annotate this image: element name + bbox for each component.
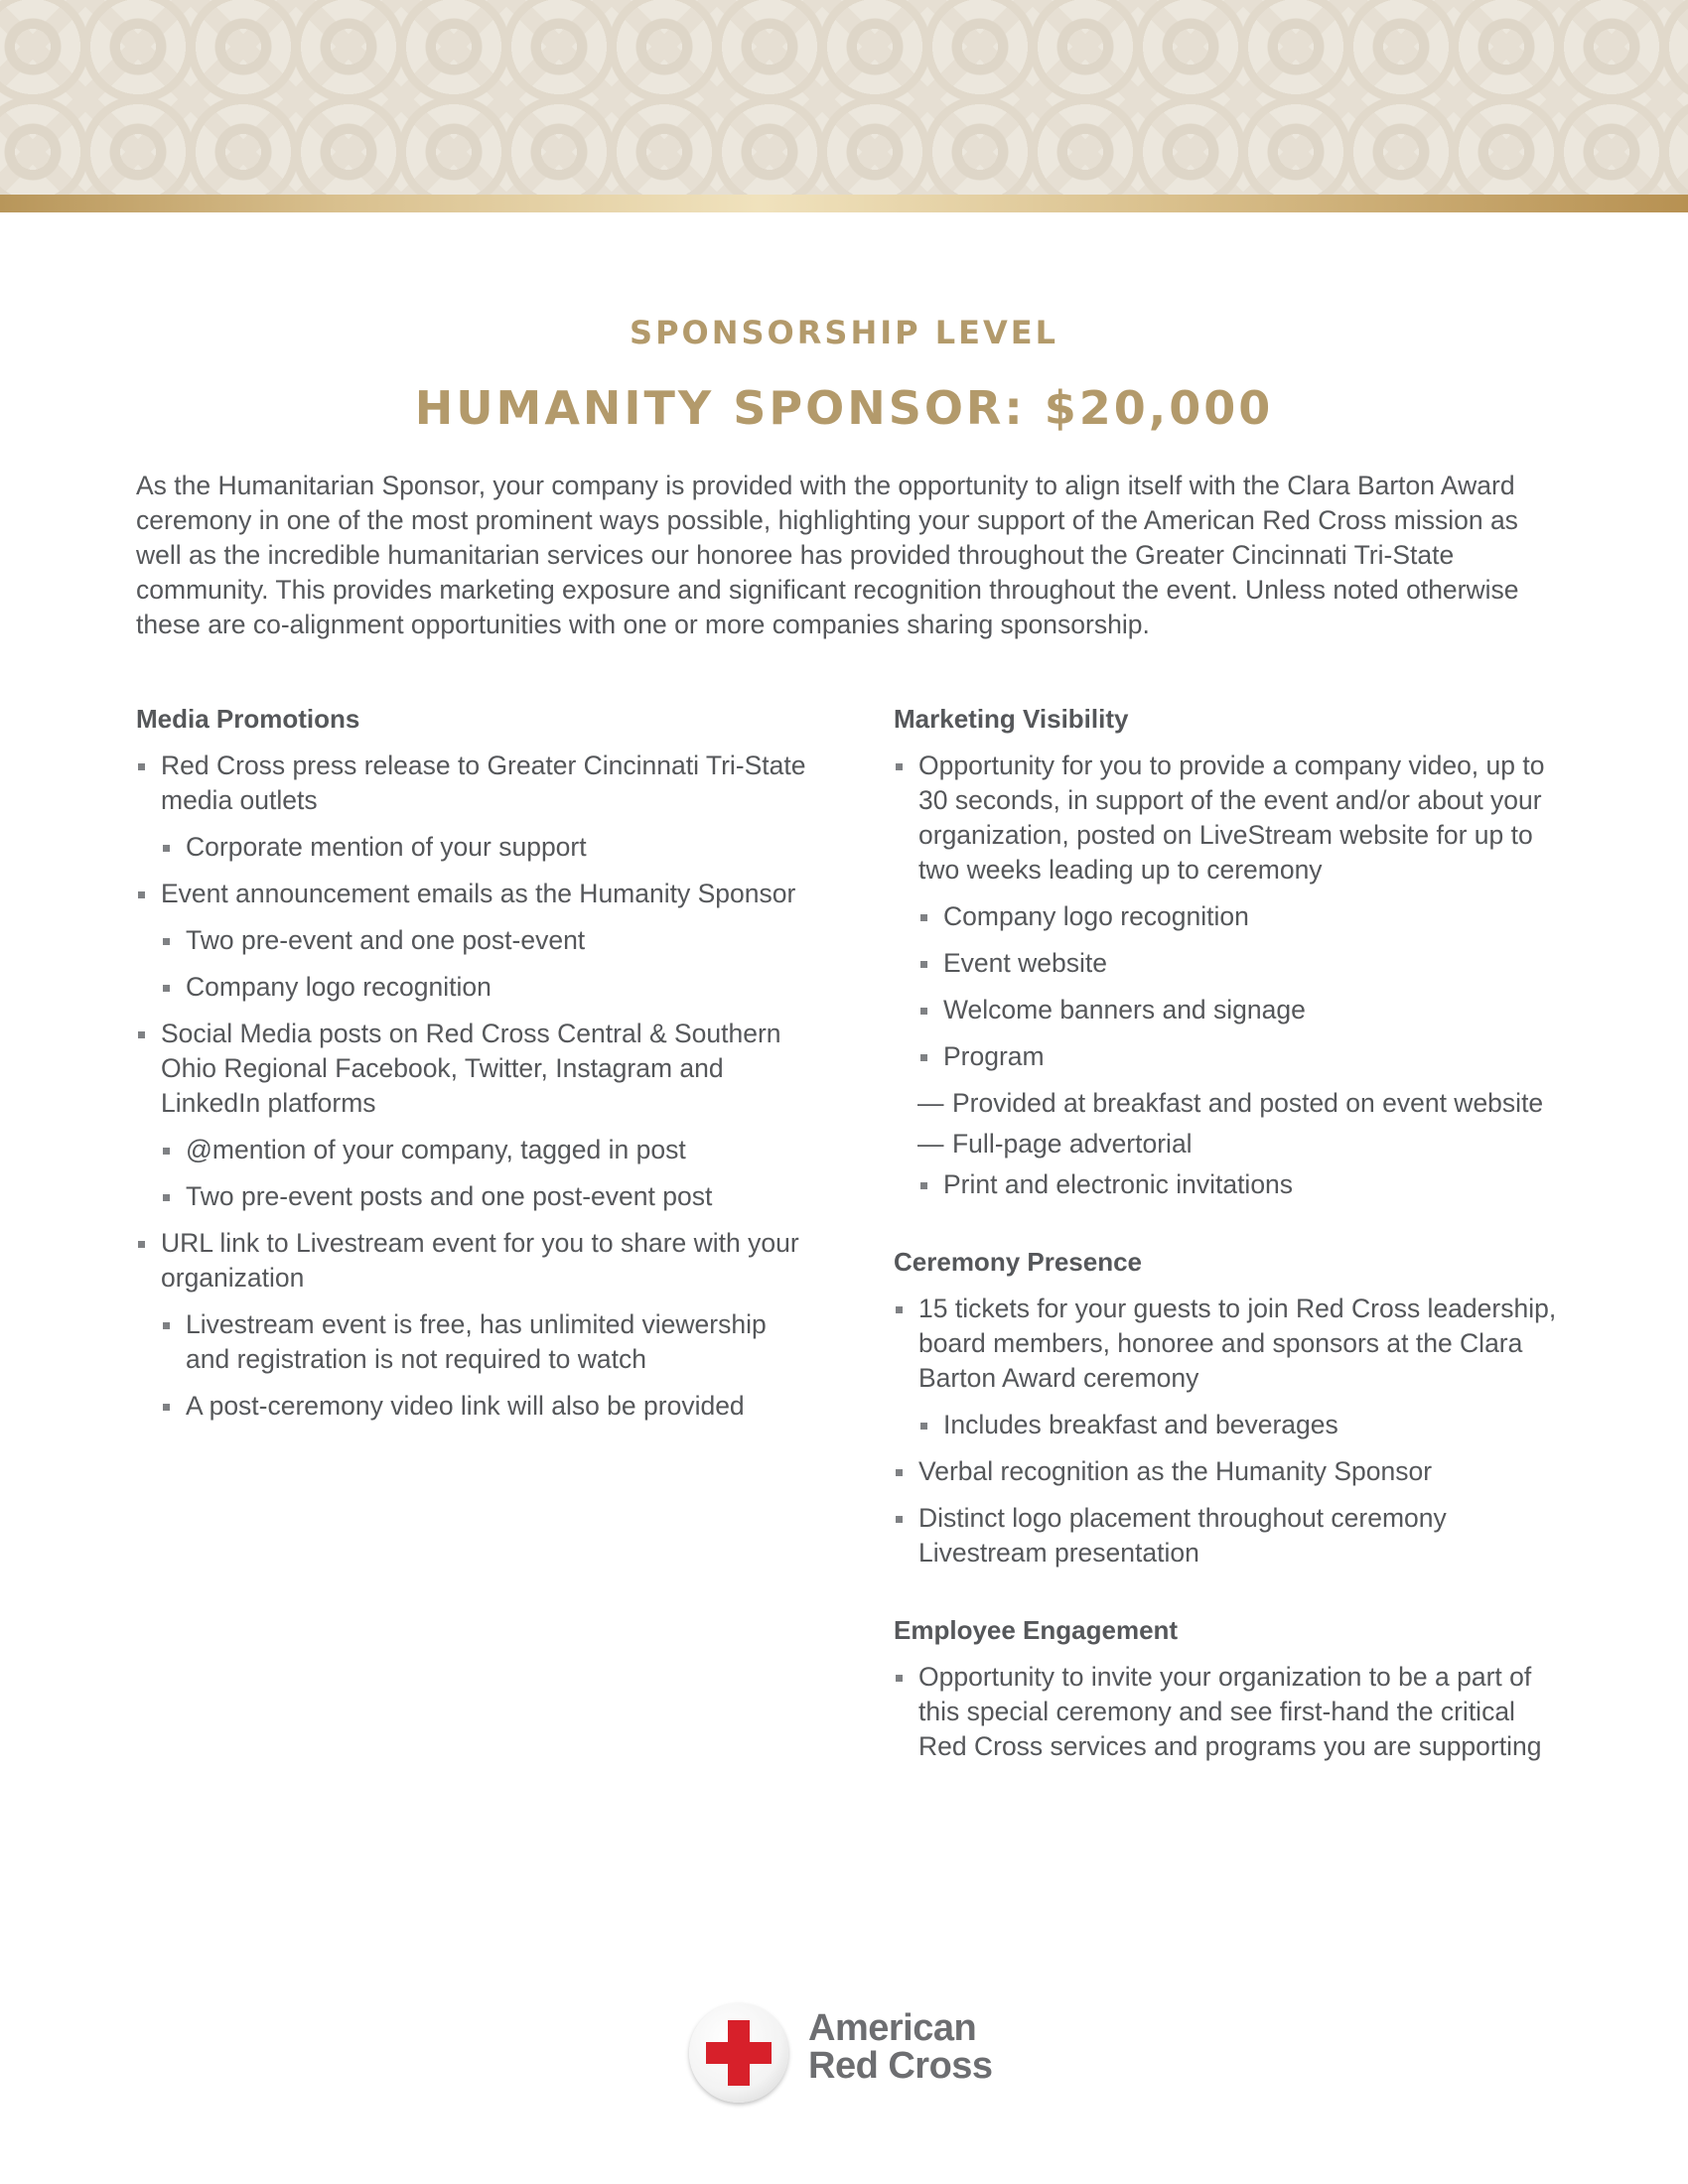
list-item: Event website <box>918 946 1569 981</box>
intro-paragraph: As the Humanitarian Sponsor, your company is provided with the opportunity to align itself with the Clara Barton Award ceremony in one of the most prominent ways possible, highlighting your support of the American Red Cross mission as well as the incredible humanitarian services our honoree has provided throughout the Greater Cincinnati Tri-State community. This provides marketing exposure and significant recognition throughout the event. Unless noted otherwise these are co-alignment opportunities with one or more companies sharing sponsorship. <box>136 471 1519 639</box>
right-column <box>894 701 1569 1776</box>
decorative-pattern-banner <box>0 0 1688 195</box>
list-item: Includes breakfast and beverages <box>918 1408 1569 1442</box>
employee-engagement-list <box>894 1660 1569 1764</box>
left-column <box>136 701 811 1435</box>
list-item: Print and electronic invitations <box>918 1167 1569 1202</box>
list-item: Verbal recognition as the Humanity Sponsor <box>894 1454 1569 1489</box>
list-item: A post-ceremony video link will also be provided <box>161 1389 811 1424</box>
section-title-marketing-visibility: Marketing Visibility <box>894 704 1129 734</box>
page-title: HUMANITY SPONSOR: $20,000 <box>414 381 1274 435</box>
list-item: Opportunity for you to provide a company video, up to 30 seconds, in support of the event and/or about your organization, posted on LiveStream website for up to two weeks leading up to ceremony <box>894 749 1569 887</box>
red-cross-icon-graphic <box>689 2003 788 2103</box>
list-item: 15 tickets for your guests to join Red Cross leadership, board members, honoree and sponsors at the Clara Barton Award ceremony <box>894 1292 1569 1396</box>
list-item: — Provided at breakfast and posted on event website <box>917 1086 1569 1121</box>
list-item: Event announcement emails as the Humanity Sponsor <box>136 877 811 911</box>
list-item: Corporate mention of your support <box>161 830 811 865</box>
marketing-visibility-list <box>894 749 1569 1202</box>
list-item: Opportunity to invite your organization to be a part of this special ceremony and see first-hand the critical Red Cross services and programs you are supporting <box>894 1660 1569 1764</box>
list-item: Two pre-event posts and one post-event post <box>161 1179 811 1214</box>
media-promotions-section <box>136 701 811 1424</box>
list-item: Social Media posts on Red Cross Central & Southern Ohio Regional Facebook, Twitter, Instagram and LinkedIn platforms <box>136 1017 811 1121</box>
list-item: Distinct logo placement throughout ceremony Livestream presentation <box>894 1501 1569 1570</box>
logo-line-red-cross: Red Cross <box>808 2045 993 2087</box>
section-title-media-promotions: Media Promotions <box>136 704 360 734</box>
media-promotions-list <box>136 749 811 1424</box>
american-red-cross-logo <box>689 1999 1007 2109</box>
list-item: URL link to Livestream event for you to share with your organization <box>136 1226 811 1296</box>
list-item: Livestream event is free, has unlimited viewership and registration is not required to watch <box>161 1307 811 1377</box>
list-item: Welcome banners and signage <box>918 993 1569 1027</box>
ceremony-presence-list <box>894 1292 1569 1570</box>
list-item: Company logo recognition <box>918 899 1569 934</box>
section-title-employee-engagement: Employee Engagement <box>894 1615 1179 1645</box>
logo-wordmark <box>808 2009 993 2085</box>
list-item: @mention of your company, tagged in post <box>161 1133 811 1167</box>
sponsorship-level-kicker: SPONSORSHIP LEVEL <box>630 314 1058 351</box>
list-item: Red Cross press release to Greater Cincinnati Tri-State media outlets <box>136 749 811 818</box>
list-item: — Full-page advertorial <box>917 1127 1569 1161</box>
list-item: Two pre-event and one post-event <box>161 923 811 958</box>
section-title-ceremony-presence: Ceremony Presence <box>894 1247 1143 1277</box>
logo-line-american: American <box>808 2007 977 2049</box>
ceremony-presence-section <box>894 1244 1569 1570</box>
employee-engagement-section <box>894 1612 1569 1764</box>
red-cross-icon <box>689 2003 788 2103</box>
list-item: Company logo recognition <box>161 970 811 1005</box>
marketing-visibility-section <box>894 701 1569 1202</box>
gold-divider <box>0 195 1688 212</box>
list-item: Program <box>918 1039 1569 1074</box>
